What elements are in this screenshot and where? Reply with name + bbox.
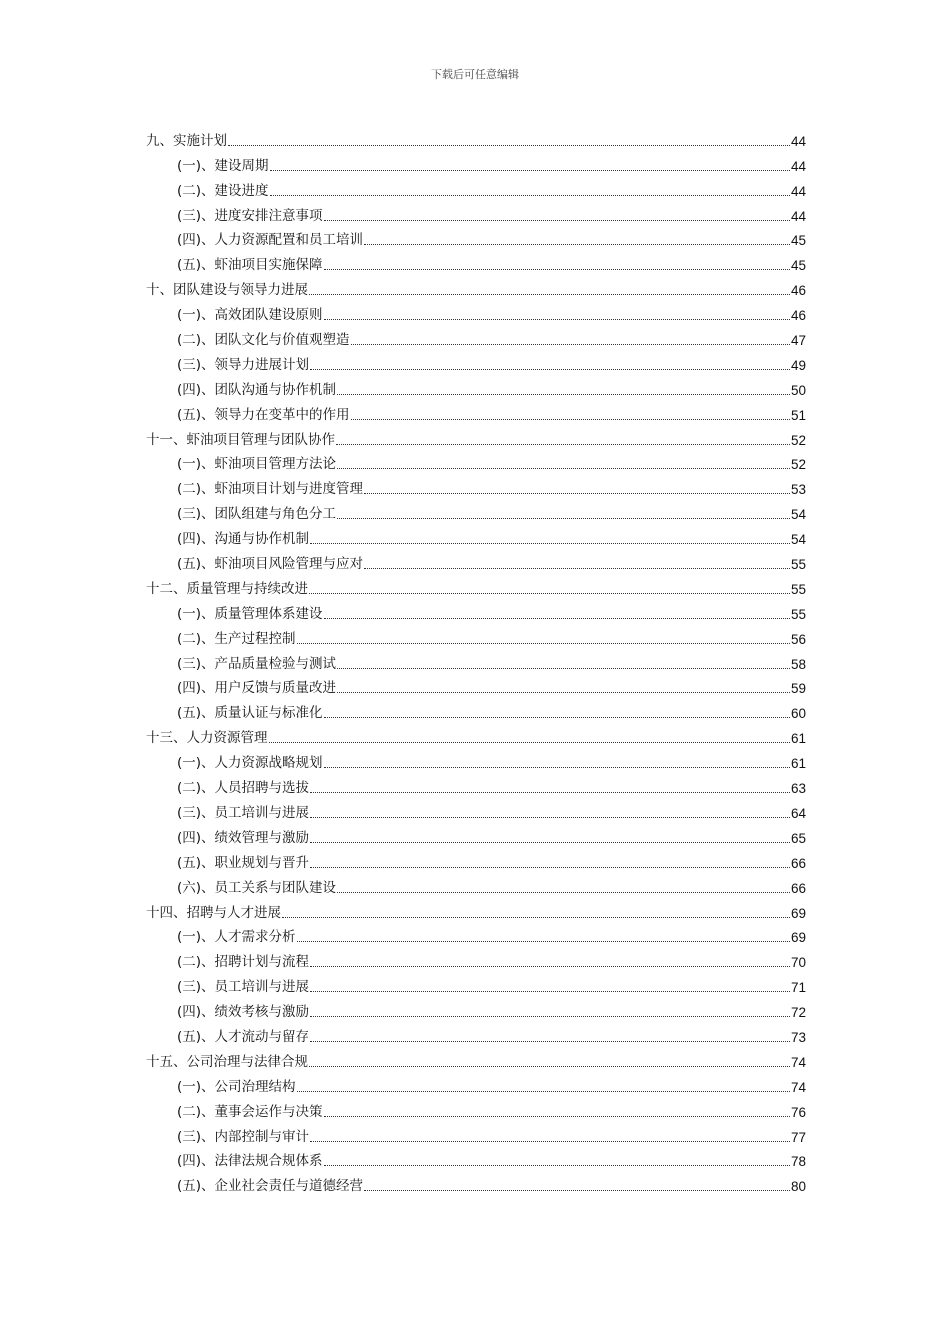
- toc-entry-title: (四)、团队沟通与协作机制: [177, 381, 337, 398]
- toc-entry-title: (四)、沟通与协作机制: [177, 531, 310, 548]
- toc-section-entry[interactable]: [146, 1096, 806, 1121]
- toc-entry-title: (四)、用户反馈与质量改进: [177, 680, 337, 697]
- toc-page-number: 54: [790, 507, 806, 523]
- toc-page-number: 69: [790, 905, 806, 921]
- toc-chapter-entry[interactable]: [146, 125, 806, 150]
- toc-page-number: 76: [790, 1104, 806, 1120]
- dot-leader: [337, 518, 790, 519]
- toc-section-entry[interactable]: [146, 1146, 806, 1171]
- dot-leader: [364, 493, 790, 494]
- toc-entry-title: (一)、人力资源战略规划: [177, 755, 323, 772]
- toc-page-number: 47: [790, 333, 806, 349]
- toc-entry-title: (三)、团队组建与角色分工: [177, 506, 337, 523]
- toc-section-entry[interactable]: [146, 598, 806, 623]
- toc-section-entry[interactable]: [146, 324, 806, 349]
- toc-section-entry[interactable]: [146, 175, 806, 200]
- toc-entry-title: 十五、公司治理与法律合规: [146, 1053, 308, 1070]
- toc-section-entry[interactable]: [146, 747, 806, 772]
- toc-entry-title: (二)、虾油项目计划与进度管理: [177, 481, 364, 498]
- toc-page-number: 65: [790, 830, 806, 846]
- toc-entry-title: (三)、进度安排注意事项: [177, 207, 323, 224]
- toc-entry-title: 十、团队建设与领导力进展: [146, 282, 308, 299]
- toc-page-number: 56: [790, 631, 806, 647]
- toc-page-number: 49: [790, 357, 806, 373]
- dot-leader: [337, 394, 790, 395]
- dot-leader: [310, 1141, 790, 1142]
- toc-entry-title: (一)、建设周期: [177, 157, 269, 174]
- toc-entry-title: (五)、虾油项目实施保障: [177, 257, 323, 274]
- toc-page-number: 60: [790, 706, 806, 722]
- toc-page-number: 53: [790, 482, 806, 498]
- toc-entry-title: (三)、员工培训与进展: [177, 804, 310, 821]
- dot-leader: [324, 717, 790, 718]
- toc-section-entry[interactable]: [146, 399, 806, 424]
- toc-page-number: 64: [790, 805, 806, 821]
- dot-leader: [282, 917, 790, 918]
- toc-section-entry[interactable]: [146, 249, 806, 274]
- dot-leader: [364, 244, 790, 245]
- toc-entry-title: (一)、高效团队建设原则: [177, 307, 323, 324]
- toc-page-number: 55: [790, 557, 806, 573]
- toc-section-entry[interactable]: [146, 498, 806, 523]
- toc-entry-title: 十三、人力资源管理: [146, 730, 268, 747]
- toc-entry-title: (五)、虾油项目风险管理与应对: [177, 556, 364, 573]
- toc-page-number: 52: [790, 432, 806, 448]
- toc-entry-title: (二)、人员招聘与选拔: [177, 780, 310, 797]
- toc-page-number: 50: [790, 382, 806, 398]
- dot-leader: [364, 1190, 790, 1191]
- dot-leader: [324, 767, 790, 768]
- toc-entry-title: (二)、建设进度: [177, 182, 269, 199]
- toc-section-entry[interactable]: [146, 822, 806, 847]
- dot-leader: [337, 692, 790, 693]
- dot-leader: [324, 269, 790, 270]
- toc-entry-title: (四)、绩效考核与激励: [177, 1004, 310, 1021]
- dot-leader: [297, 1091, 790, 1092]
- toc-entry-title: (四)、人力资源配置和员工培训: [177, 232, 364, 249]
- toc-page-number: 71: [790, 980, 806, 996]
- toc-page-number: 45: [790, 258, 806, 274]
- toc-entry-title: (三)、领导力进展计划: [177, 356, 310, 373]
- dot-leader: [310, 817, 790, 818]
- dot-leader: [337, 892, 790, 893]
- dot-leader: [310, 966, 790, 967]
- dot-leader: [364, 568, 790, 569]
- dot-leader: [337, 468, 790, 469]
- toc-section-entry[interactable]: [146, 847, 806, 872]
- toc-entry-title: (三)、产品质量检验与测试: [177, 655, 337, 672]
- toc-section-entry[interactable]: [146, 946, 806, 971]
- toc-entry-title: (四)、法律法规合规体系: [177, 1153, 323, 1170]
- dot-leader: [324, 319, 790, 320]
- toc-page-number: 72: [790, 1005, 806, 1021]
- toc-entry-title: (一)、人才需求分析: [177, 929, 296, 946]
- toc-page-number: 77: [790, 1129, 806, 1145]
- toc-section-entry[interactable]: [146, 449, 806, 474]
- toc-section-entry[interactable]: [146, 797, 806, 822]
- toc-section-entry[interactable]: [146, 673, 806, 698]
- dot-leader: [269, 742, 790, 743]
- toc-page-number: 52: [790, 457, 806, 473]
- toc-page-number: 70: [790, 955, 806, 971]
- dot-leader: [310, 543, 790, 544]
- toc-chapter-entry[interactable]: [146, 722, 806, 747]
- toc-entry-title: (三)、内部控制与审计: [177, 1128, 310, 1145]
- toc-page-number: 44: [790, 183, 806, 199]
- toc-entry-title: (五)、领导力在变革中的作用: [177, 406, 350, 423]
- toc-page-number: 74: [790, 1079, 806, 1095]
- toc-section-entry[interactable]: [146, 697, 806, 722]
- toc-section-entry[interactable]: [146, 1071, 806, 1096]
- toc-section-entry[interactable]: [146, 772, 806, 797]
- toc-section-entry[interactable]: [146, 473, 806, 498]
- toc-section-entry[interactable]: [146, 150, 806, 175]
- dot-leader: [309, 1066, 790, 1067]
- toc-chapter-entry[interactable]: [146, 1046, 806, 1071]
- toc-page-number: 46: [790, 283, 806, 299]
- toc-page-number: 66: [790, 880, 806, 896]
- toc-entry-title: (一)、虾油项目管理方法论: [177, 456, 337, 473]
- toc-entry-title: (五)、企业社会责任与道德经营: [177, 1178, 364, 1195]
- toc-page-number: 63: [790, 781, 806, 797]
- toc-page-number: 58: [790, 656, 806, 672]
- toc-section-entry[interactable]: [146, 1170, 806, 1195]
- dot-leader: [336, 444, 790, 445]
- toc-page-number: 44: [790, 208, 806, 224]
- page-header: 下载后可任意编辑: [431, 68, 519, 81]
- toc-section-entry[interactable]: [146, 374, 806, 399]
- toc-entry-title: (三)、员工培训与进展: [177, 979, 310, 996]
- toc-entry-title: (二)、生产过程控制: [177, 630, 296, 647]
- toc-entry-title: 九、实施计划: [146, 132, 227, 149]
- toc-entry-title: (五)、人才流动与留存: [177, 1028, 310, 1045]
- toc-section-entry[interactable]: [146, 1021, 806, 1046]
- toc-entry-title: (一)、公司治理结构: [177, 1078, 296, 1095]
- toc-page-number: 74: [790, 1054, 806, 1070]
- toc-page-number: 51: [790, 407, 806, 423]
- toc-entry-title: 十一、虾油项目管理与团队协作: [146, 431, 335, 448]
- dot-leader: [351, 344, 790, 345]
- toc-section-entry[interactable]: [146, 225, 806, 250]
- toc-section-entry[interactable]: [146, 349, 806, 374]
- toc-page-number: 46: [790, 308, 806, 324]
- toc-entry-title: 十二、质量管理与持续改进: [146, 580, 308, 597]
- toc-section-entry[interactable]: [146, 548, 806, 573]
- toc-entry-title: (二)、团队文化与价值观塑造: [177, 332, 350, 349]
- toc-entry-title: (二)、招聘计划与流程: [177, 954, 310, 971]
- dot-leader: [297, 643, 790, 644]
- toc-page-number: 69: [790, 930, 806, 946]
- toc-page-number: 44: [790, 133, 806, 149]
- toc-entry-title: (六)、员工关系与团队建设: [177, 879, 337, 896]
- toc-page-number: 54: [790, 532, 806, 548]
- dot-leader: [324, 1116, 790, 1117]
- dot-leader: [324, 1165, 790, 1166]
- toc-chapter-entry[interactable]: [146, 274, 806, 299]
- toc-page-number: 61: [790, 756, 806, 772]
- toc-page-number: 55: [790, 606, 806, 622]
- toc-section-entry[interactable]: [146, 648, 806, 673]
- dot-leader: [337, 668, 790, 669]
- toc-page-number: 45: [790, 233, 806, 249]
- toc-entry-title: (五)、职业规划与晋升: [177, 854, 310, 871]
- toc-page-number: 78: [790, 1154, 806, 1170]
- dot-leader: [309, 294, 790, 295]
- dot-leader: [297, 941, 790, 942]
- toc-entry-title: (二)、董事会运作与决策: [177, 1103, 323, 1120]
- toc-section-entry[interactable]: [146, 200, 806, 225]
- toc-page-number: 66: [790, 855, 806, 871]
- dot-leader: [309, 593, 790, 594]
- dot-leader: [324, 220, 790, 221]
- toc-section-entry[interactable]: [146, 523, 806, 548]
- toc-entry-title: (四)、绩效管理与激励: [177, 829, 310, 846]
- toc-chapter-entry[interactable]: [146, 573, 806, 598]
- toc-page-number: 59: [790, 681, 806, 697]
- table-of-contents: [146, 125, 806, 1195]
- toc-section-entry[interactable]: [146, 1121, 806, 1146]
- toc-section-entry[interactable]: [146, 996, 806, 1021]
- toc-page-number: 55: [790, 581, 806, 597]
- toc-entry-title: 十四、招聘与人才进展: [146, 904, 281, 921]
- toc-section-entry[interactable]: [146, 872, 806, 897]
- dot-leader: [310, 1016, 790, 1017]
- toc-page-number: 80: [790, 1179, 806, 1195]
- toc-page-number: 44: [790, 158, 806, 174]
- toc-entry-title: (五)、质量认证与标准化: [177, 705, 323, 722]
- dot-leader: [270, 195, 790, 196]
- toc-section-entry[interactable]: [146, 623, 806, 648]
- dot-leader: [310, 867, 790, 868]
- dot-leader: [324, 618, 790, 619]
- dot-leader: [310, 991, 790, 992]
- dot-leader: [310, 792, 790, 793]
- toc-page-number: 73: [790, 1029, 806, 1045]
- toc-section-entry[interactable]: [146, 299, 806, 324]
- toc-chapter-entry[interactable]: [146, 897, 806, 922]
- toc-chapter-entry[interactable]: [146, 424, 806, 449]
- dot-leader: [310, 842, 790, 843]
- toc-entry-title: (一)、质量管理体系建设: [177, 605, 323, 622]
- dot-leader: [310, 1041, 790, 1042]
- toc-section-entry[interactable]: [146, 971, 806, 996]
- dot-leader: [351, 419, 790, 420]
- toc-section-entry[interactable]: [146, 922, 806, 947]
- toc-page-number: 61: [790, 731, 806, 747]
- dot-leader: [228, 145, 790, 146]
- dot-leader: [270, 170, 790, 171]
- dot-leader: [310, 369, 790, 370]
